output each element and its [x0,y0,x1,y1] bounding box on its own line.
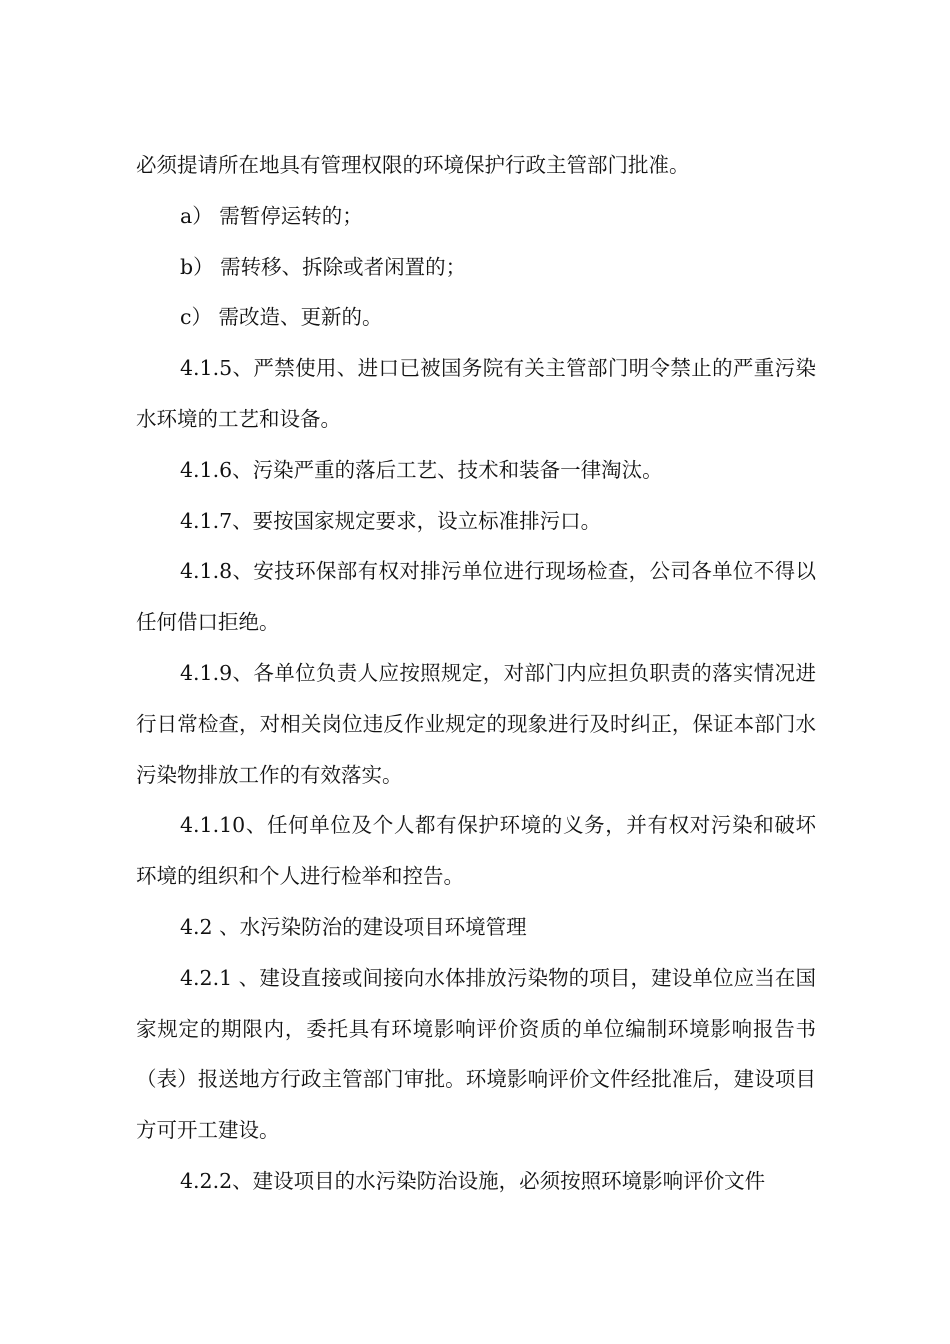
list-item-b: b） 需转移、拆除或者闲置的； [180,254,467,279]
clause-4-1-7: 4.1.7、要按国家规定要求，设立标准排污口。 [180,508,602,533]
paragraph-continuation: 必须提请所在地具有管理权限的环境保护行政主管部门批准。 [136,153,690,177]
clause-4-2-2: 4.2.2、建设项目的水污染防治设施，必须按照环境影响评价文件 [180,1168,766,1193]
list-item-a: a） 需暂停运转的； [180,203,363,228]
document-body [136,140,816,1207]
clause-4-1-9: 4.1.9、各单位负责人应按照规定，对部门内应担负职责的落实情况进行日常检查，对相关岗位违反作业规定的现象进行及时纠正，保证本部门水污染物排放工作的有效落实。 [136,660,816,787]
list-item-c: c） 需改造、更新的。 [180,305,383,330]
clause-4-2-1: 4.2.1 、建设直接或间接向水体排放污染物的项目，建设单位应当在国家规定的期限内，委托具有环境影响评价资质的单位编制环境影响报告书（表）报送地方行政主管部门审批。环境影响评价文件经批准后，建设项目方可开工建设。 [136,965,816,1143]
clause-4-1-10: 4.1.10、任何单位及个人都有保护环境的义务，并有权对污染和破坏环境的组织和个人进行检举和控告。 [136,813,816,889]
clause-4-1-6: 4.1.6、污染严重的落后工艺、技术和装备一律淘汰。 [180,457,663,482]
clause-4-1-5: 4.1.5、严禁使用、进口已被国务院有关主管部门明令禁止的严重污染水环境的工艺和设备。 [136,356,816,431]
section-heading-4-2: 4.2 、水污染防治的建设项目环境管理 [180,914,527,939]
clause-4-1-8: 4.1.8、安技环保部有权对排污单位进行现场检查，公司各单位不得以任何借口拒绝。 [136,559,816,635]
